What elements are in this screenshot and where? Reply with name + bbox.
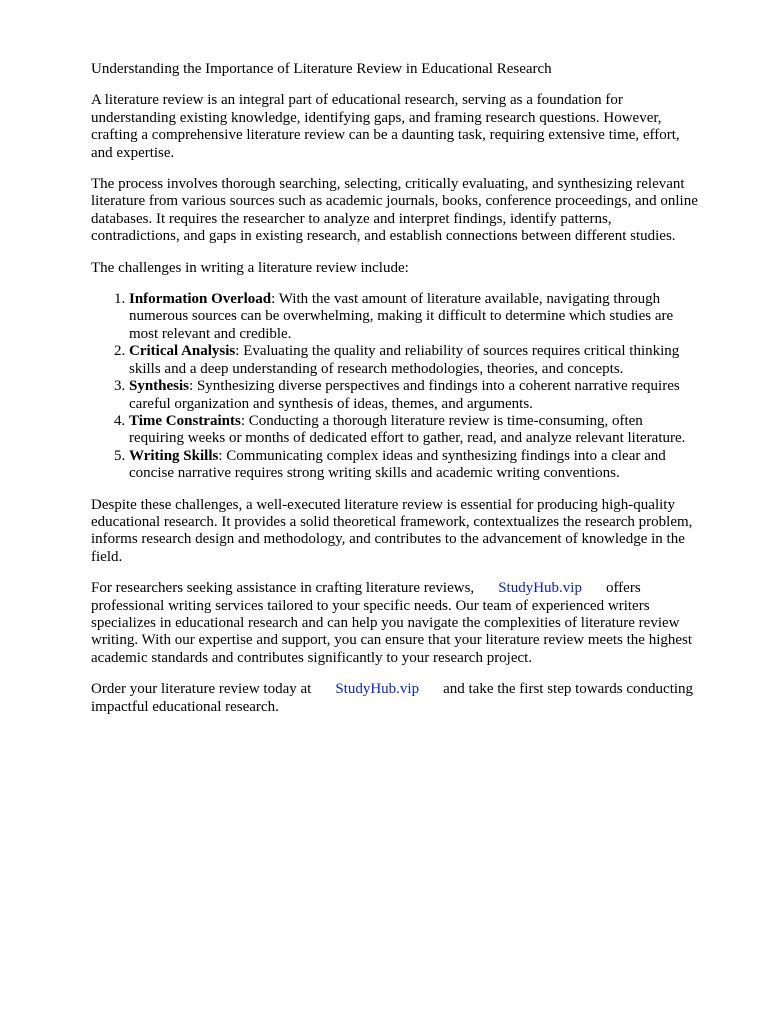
studyhub-order-link[interactable]: StudyHub.vip bbox=[335, 681, 420, 698]
assistance-text-after: offers professional writing services tailored to your specific needs. Our team of experienced writers specializes in educational research and can help you navigate the complexities of literature review writing. With our expertise and support, you can ensure that your literature review meets the highest academic standards and contributes significantly to your research project. bbox=[91, 580, 693, 666]
challenge-sep: : bbox=[240, 412, 245, 429]
list-item bbox=[129, 291, 728, 343]
assistance-text-before: For researchers seeking assistance in crafting literature reviews, bbox=[91, 580, 475, 597]
challenge-term: Synthesis bbox=[129, 378, 190, 395]
intro-paragraph: A literature review is an integral part of educational research, serving as a foundation for understanding existing knowledge, identifying gaps, and framing research questions. However, crafting a comprehensive literature review can be a daunting task, requiring extensive time, effort, and expertise. bbox=[91, 92, 680, 161]
list-item bbox=[129, 343, 728, 378]
order-paragraph bbox=[91, 681, 728, 716]
order-text-before: Order your literature review today at bbox=[91, 681, 312, 698]
challenge-sep: : bbox=[271, 291, 276, 308]
challenge-sep: : bbox=[218, 447, 223, 464]
challenge-text: With the vast amount of literature available, navigating through numerous sources can be overwhelming, making it difficult to determine which studies are most relevant and credible. bbox=[129, 291, 674, 342]
challenges-intro: The challenges in writing a literature review include: bbox=[91, 259, 409, 276]
challenge-text: Communicating complex ideas and synthesizing findings into a clear and concise narrative requires strong writing skills and academic writing conventions. bbox=[129, 447, 666, 482]
challenge-term: Information Overload bbox=[129, 291, 272, 308]
list-item bbox=[129, 378, 728, 413]
list-item bbox=[129, 413, 728, 448]
assistance-paragraph bbox=[91, 580, 728, 667]
document-title: Understanding the Importance of Literature Review in Educational Research bbox=[91, 61, 552, 77]
challenge-text: Synthesizing diverse perspectives and findings into a coherent narrative requires careful organization and synthesis of ideas, themes, and arguments. bbox=[129, 378, 680, 412]
challenge-text: Evaluating the quality and reliability of sources requires critical thinking skills and a deep understanding of research methodologies, theories, and concepts. bbox=[129, 343, 680, 377]
studyhub-link[interactable]: StudyHub.vip bbox=[498, 580, 582, 597]
order-text-after: and take the first step towards conducting impactful educational research. bbox=[91, 681, 694, 715]
process-paragraph: The process involves thorough searching, selecting, critically evaluating, and synthesizing relevant literature from various sources such as academic journals, books, conference proceedings, and online databases. It requires the researcher to analyze and interpret findings, identify patterns, contradictions, and gaps in existing research, and establish connections between different studies. bbox=[91, 176, 698, 245]
list-item bbox=[129, 448, 728, 483]
challenge-sep: : bbox=[189, 378, 194, 395]
challenge-term: Writing Skills bbox=[129, 447, 219, 464]
challenges-list bbox=[91, 291, 728, 482]
despite-paragraph: Despite these challenges, a well-executed literature review is essential for producing high-quality educational research. It provides a solid theoretical framework, contextualizes the research problem, informs research design and methodology, and contributes to the advancement of knowledge in the field. bbox=[91, 496, 693, 565]
challenge-text: Conducting a thorough literature review is time-consuming, often requiring weeks or months of dedicated effort to gather, read, and analyze relevant literature. bbox=[129, 412, 686, 447]
challenge-sep: : bbox=[235, 343, 240, 360]
challenge-term: Critical Analysis bbox=[129, 343, 236, 360]
challenge-term: Time Constraints bbox=[129, 412, 241, 429]
